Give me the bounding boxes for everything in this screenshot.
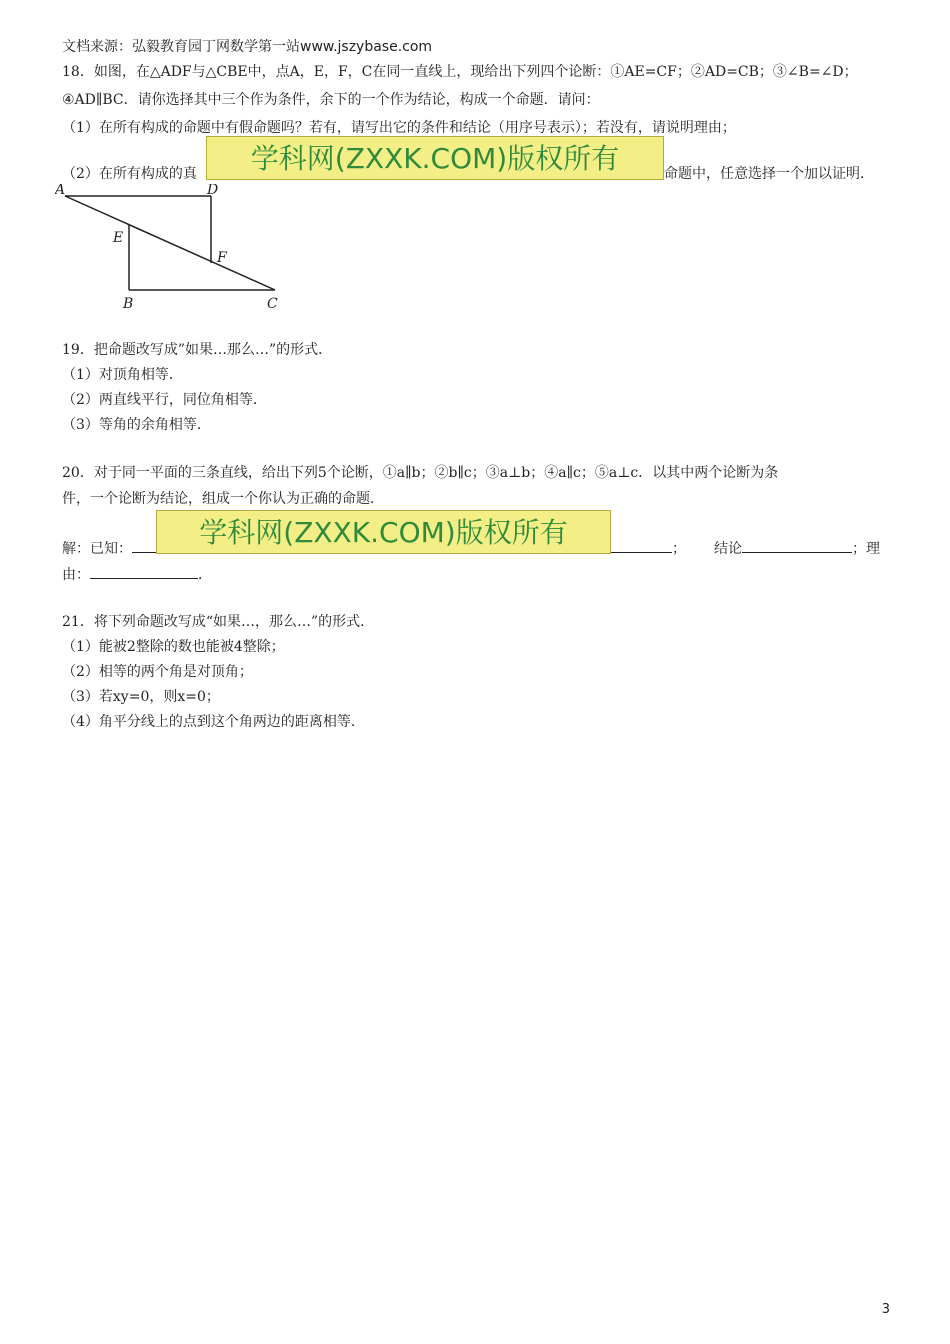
label-a: A [55,184,66,198]
q20-answer-prefix: 解：已知： [62,541,132,557]
watermark-banner-2: 学科网(ZXXK.COM)版权所有 [156,510,611,554]
q19-item-3: （3）等角的余角相等． [62,417,211,433]
q20-reason-line [62,564,212,585]
line-ac [65,196,275,290]
q21-item-4: （4）角平分线上的点到这个角两边的距离相等． [62,714,365,730]
q19-item-2: （2）两直线平行，同位角相等． [62,392,267,408]
page-number: 3 [881,1302,890,1317]
q20-line-1: 20．对于同一平面的三条直线，给出下列5个论断，①a∥b；②b∥c；③a⊥b；④a∥c；⑤a⊥c．以其中两个论断为条 [62,465,779,481]
q21-item-1: （1）能被2整除的数也能被4整除； [62,639,285,655]
label-c: C [267,296,278,312]
q20-reason-tail: ；理 [852,541,880,557]
label-b: B [123,296,134,312]
reason-blank[interactable] [90,564,198,579]
q18-line-4-left: （2）在所有构成的真 [62,166,197,182]
label-e: E [113,230,124,246]
q20-conclusion-label: 结论 [714,541,742,557]
q20-reason-label: 由： [62,567,90,583]
q19-title: 19．把命题改写成”如果…那么…”的形式． [62,342,333,358]
q21-item-3: （3）若xy=0，则x=0； [62,689,220,705]
triangle-figure [55,184,295,314]
conclusion-blank[interactable] [742,538,852,553]
header-url: www.jszybase.com [300,39,433,55]
q18-line-4-right: 命题中，任意选择一个加以证明． [664,166,874,182]
label-f: F [217,250,227,266]
header-source-text: 文档来源：弘毅教育园丁网数学第一站 [62,39,300,55]
q18-line-2: ④AD∥BC．请你选择其中三个作为条件，余下的一个作为结论，构成一个命题．请问： [62,92,600,108]
watermark-banner-1: 学科网(ZXXK.COM)版权所有 [206,136,664,180]
document-source-header [62,36,432,56]
q20-line-2: 件，一个论断为结论，组成一个你认为正确的命题． [62,491,384,507]
label-d: D [207,184,219,198]
q21-item-2: （2）相等的两个角是对顶角； [62,664,253,680]
q18-line-3: （1）在所有构成的命题中有假命题吗？若有，请写出它的条件和结论（用序号表示）；若没有，请说明理由； [62,120,736,136]
q20-sep: ； [672,541,686,557]
q18-line-1: 18．如图，在△ADF与△CBE中，点A，E，F，C在同一直线上，现给出下列四个论断：①AE=CF；②AD=CB；③∠B=∠D； [62,64,858,80]
q20-period: ． [198,567,212,583]
q21-title: 21．将下列命题改写成“如果…，那么…”的形式． [62,614,375,630]
q19-item-1: （1）对顶角相等． [62,367,183,383]
